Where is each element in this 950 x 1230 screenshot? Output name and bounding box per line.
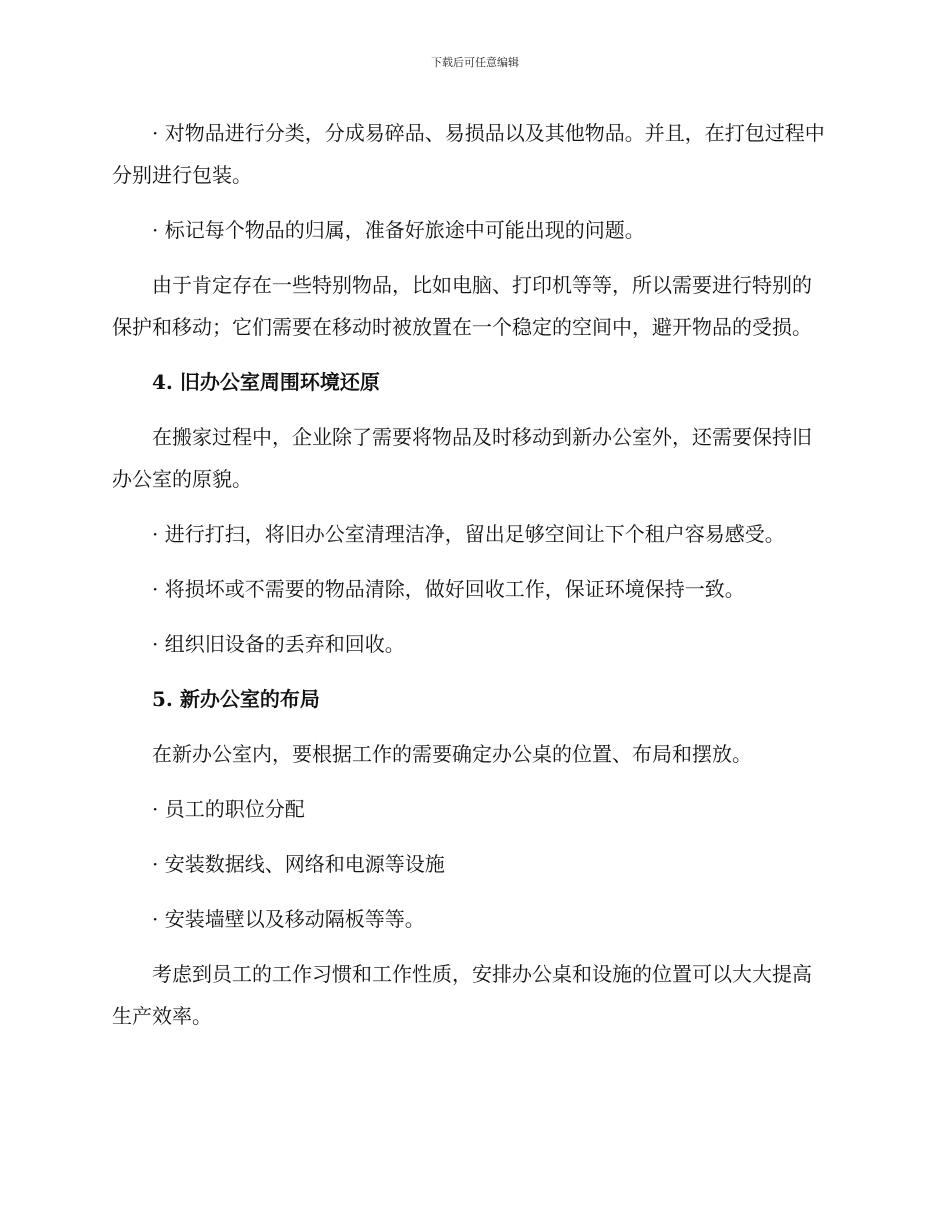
- bullet-classify-items: · 对物品进行分类，分成易碎品、易损品以及其他物品。并且，在打包过程中分别进行包装。: [112, 121, 825, 187]
- paragraph-special-items: 由于肯定存在一些特别物品，比如电脑、打印机等等，所以需要进行特别的保护和移动；它们需要在移动时被放置在一个稳定的空间中，避开物品的受损。: [112, 273, 812, 339]
- document-body: [112, 112, 830, 1050]
- section-heading-4: 4. 旧办公室周围环境还原: [152, 370, 380, 394]
- section-heading-5: 5. 新办公室的布局: [152, 687, 320, 711]
- bullet-cleaning: · 进行打扫，将旧办公室清理洁净，留出足够空间让下个租户容易感受。: [152, 522, 785, 546]
- page-header-note: 下载后可任意编辑: [431, 56, 519, 69]
- paragraph-new-office-intro: 在新办公室内，要根据工作的需要确定办公桌的位置、布局和摆放。: [152, 742, 752, 766]
- bullet-mark-ownership: · 标记每个物品的归属，准备好旅途中可能出现的问题。: [152, 218, 645, 242]
- bullet-dispose-equipment: · 组织旧设备的丢弃和回收。: [152, 632, 405, 656]
- bullet-install-cabling: · 安装数据线、网络和电源等设施: [152, 852, 445, 876]
- bullet-remove-damaged: · 将损坏或不需要的物品清除，做好回收工作，保证环境保持一致。: [152, 577, 745, 601]
- bullet-staff-positions: · 员工的职位分配: [152, 797, 305, 821]
- paragraph-conclusion: 考虑到员工的工作习惯和工作性质，安排办公桌和设施的位置可以大大提高生产效率。: [112, 962, 812, 1028]
- paragraph-old-office-intro: 在搬家过程中，企业除了需要将物品及时移动到新办公室外，还需要保持旧办公室的原貌。: [112, 425, 812, 491]
- bullet-install-walls: · 安装墙壁以及移动隔板等等。: [152, 907, 425, 931]
